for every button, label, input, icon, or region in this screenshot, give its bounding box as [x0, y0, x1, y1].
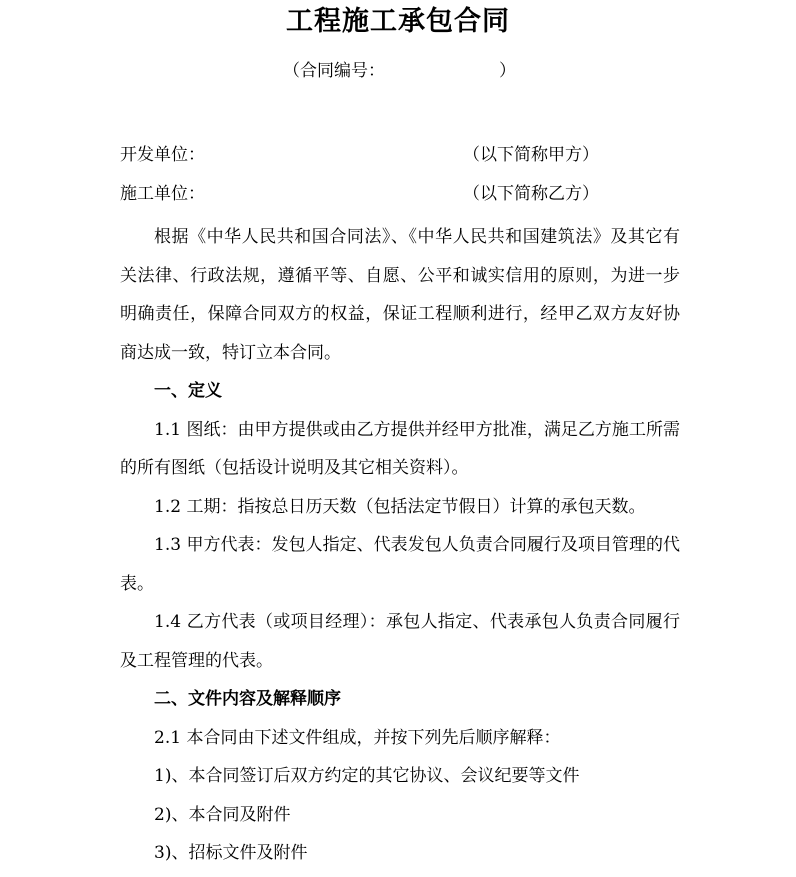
clause-1-4: 1.4 乙方代表（或项目经理）：承包人指定、代表承包人负责合同履行及工程管理的代表。: [120, 612, 680, 671]
section-heading-documents: 二、文件内容及解释顺序: [154, 689, 341, 709]
contract-number-close: ）: [499, 61, 516, 81]
contract-number-label: （合同编号：: [283, 61, 385, 81]
document-body: [120, 218, 680, 873]
party-alias: （以下简称甲方）: [463, 145, 599, 165]
party-alias: （以下简称乙方）: [463, 184, 599, 204]
contract-number-line: [283, 58, 516, 84]
list-item: 2)、本合同及附件: [154, 804, 291, 825]
party-label: 施工单位：: [120, 184, 205, 204]
clause-1-2: 1.2 工期：指按总日历天数（包括法定节假日）计算的承包天数。: [154, 496, 646, 517]
document-title: 工程施工承包合同: [286, 6, 510, 37]
section-heading-definitions: 一、定义: [154, 381, 222, 401]
party-contractor: [120, 181, 680, 207]
clause-1-1: 1.1 图纸：由甲方提供或由乙方提供并经甲方批准，满足乙方施工所需的所有图纸（包括设计说明及其它相关资料）。: [120, 419, 680, 478]
paragraph-preamble: 根据《中华人民共和国合同法》、《中华人民共和国建筑法》及其它有关法律、行政法规，遵循平等、自愿、公平和诚实信用的原则，为进一步明确责任，保障合同双方的权益，保证工程顺利进行，经甲乙双方友好协商达成一致，特订立本合同。: [120, 227, 680, 363]
list-item: 3)、招标文件及附件: [154, 843, 308, 863]
party-developer: [120, 142, 680, 168]
clause-2-1: 2.1 本合同由下述文件组成，并按下列先后顺序解释：: [154, 727, 561, 748]
clause-1-3: 1.3 甲方代表：发包人指定、代表发包人负责合同履行及项目管理的代表。: [120, 535, 680, 594]
party-label: 开发单位：: [120, 145, 205, 165]
list-item: 1)、本合同签订后双方约定的其它协议、会议纪要等文件: [154, 766, 580, 786]
